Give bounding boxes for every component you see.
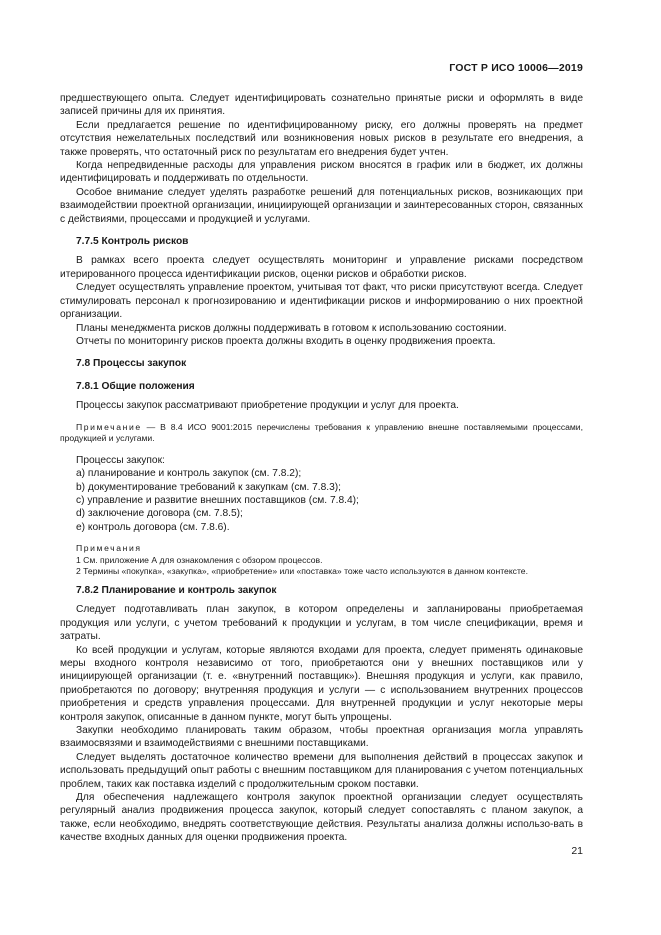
page-content xyxy=(60,92,583,845)
note-item: 1 См. приложение А для ознакомления с обзором процессов. xyxy=(76,554,323,565)
paragraph: Процессы закупок рассматривают приобретение продукции и услуг для проекта. xyxy=(76,400,459,412)
list-item: e) контроль договора (см. 7.8.6). xyxy=(76,521,230,533)
notes-label: Примечания xyxy=(76,543,142,554)
note-text: — В 8.4 ИСО 9001:2015 перечислены требования к управлению внешне поставляемыми процессами, продукцией и услугами. xyxy=(60,421,583,444)
section-heading-7-7-5: 7.7.5 Контроль рисков xyxy=(76,236,189,248)
list-intro: Процессы закупок: xyxy=(76,454,165,466)
document-code: ГОСТ Р ИСО 10006—2019 xyxy=(449,62,583,74)
list-item: a) планирование и контроль закупок (см. 7.8.2); xyxy=(76,468,302,480)
list-item: d) заключение договора (см. 7.8.5); xyxy=(76,508,243,520)
paragraph: Планы менеджмента рисков должны поддерживать в готовом к использованию состоянии. xyxy=(76,322,507,334)
list-item: b) документирование требований к закупкам (см. 7.8.3); xyxy=(76,481,342,493)
page-number: 21 xyxy=(571,845,583,857)
process-list xyxy=(60,467,583,534)
paragraph: Отчеты по мониторингу рисков проекта должны входить в оценку продвижения проекта. xyxy=(76,335,496,347)
note-label: Примечание xyxy=(76,421,142,432)
paragraph: Следует подготавливать план закупок, в котором определены и запланированы приобретаемая продукция или услуги, с учетом требований к продукции и услугам, в том числе спецификации, время и затраты. xyxy=(60,604,583,643)
list-item: c) управление и развитие внешних поставщиков (см. 7.8.4); xyxy=(76,494,359,506)
paragraph: Для обеспечения надлежащего контроля закупок проектной организации следует осуществлять регулярный анализ продвижения процесса закупок, который следует сопоставлять с планом закупок, а также, если необходимо, внедрять соответствующие действия. Результаты анализа должны использо-вать в качестве входных данных для оценки продвижения проекта. xyxy=(60,792,583,844)
paragraph: Следует осуществлять управление проектом, учитывая тот факт, что риски присутствуют всегда. Следует стимулировать персонал к прогнозированию и идентификации рисков и информированию о них проектной организации. xyxy=(60,282,583,321)
section-heading-7-8-2: 7.8.2 Планирование и контроль закупок xyxy=(76,584,277,596)
section-heading-7-8: 7.8 Процессы закупок xyxy=(76,358,187,370)
note-item: 2 Термины «покупка», «закупка», «приобретение» или «поставка» тоже часто используются в данном контексте. xyxy=(76,566,528,577)
paragraph: предшествующего опыта. Следует идентифицировать сознательно принятые риски и оформлять в виде записей причины для их принятия. xyxy=(60,93,583,118)
paragraph: Следует выделять достаточное количество времени для выполнения действий в процессах закупок и использовать предыдущий опыт работы с внешним поставщиком для планирования с учетом потенциальных проблем, таких как поставка изделий с продолжительным сроком поставки. xyxy=(60,751,583,790)
note xyxy=(60,422,583,445)
paragraph: Когда непредвиденные расходы для управления риском вносятся в график или в бюджет, их должны идентифицировать и поддерживать по отдельности. xyxy=(60,160,583,185)
paragraph: Ко всей продукции и услугам, которые являются входами для проекта, следует применять одинаковые меры входного контроля независимо от того, приобретаются они у внешних поставщиков или у инициирующей организации (т. е. «внутренний поставщик»). Внешняя продукция и услуги, как правило, приобретаются по договору; внутренняя продукция и услуги — с использованием внутренних процессов приобретения и средств управления процессами. Для внутренней продукции и услуг некоторые меры контроля закупок, описанные в данном пункте, могут быть упрощены. xyxy=(60,644,583,723)
paragraph: Если предлагается решение по идентифицированному риску, его должны проверять на предмет отсутствия нежелательных последствий или возникновения новых рисков в результате его внедрения, а также проверять, что остаточный риск по результатам его внедрения будет учтен. xyxy=(60,119,583,158)
paragraph: Закупки необходимо планировать таким образом, чтобы проектная организация могла управлять взаимосвязями и взаимодействиями с внешними поставщиками. xyxy=(60,725,583,750)
paragraph: Особое внимание следует уделять разработке решений для потенциальных рисков, возникающих при взаимодействии проектной организации, инициирующей организации и заинтересованных сторон, связанных с действиями, процессами и продукцией и услугами. xyxy=(60,186,583,225)
section-heading-7-8-1: 7.8.1 Общие положения xyxy=(76,380,195,392)
paragraph: В рамках всего проекта следует осуществлять мониторинг и управление рисками посредством итерированного процесса идентификации рисков, оценки рисков и обработки рисков. xyxy=(60,255,583,280)
